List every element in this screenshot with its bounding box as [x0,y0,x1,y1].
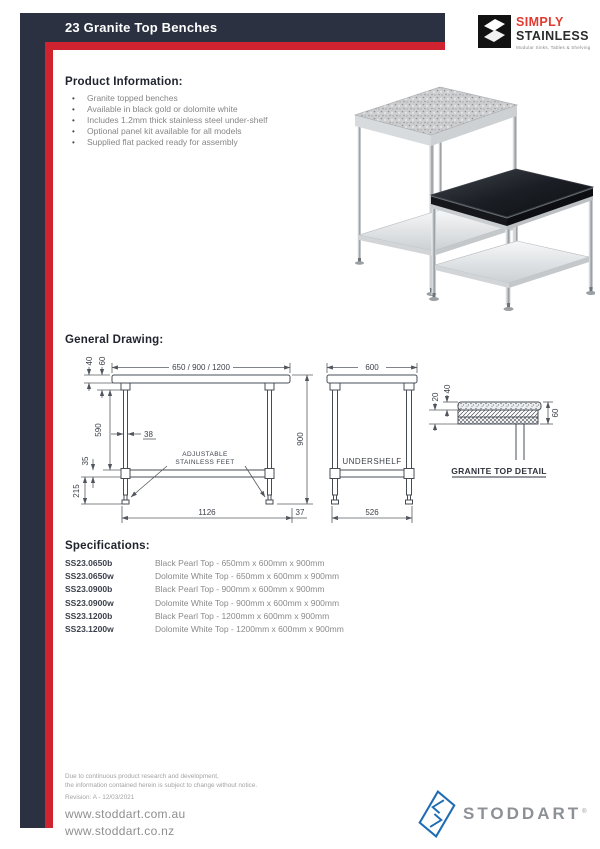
simply-stainless-icon [478,15,511,48]
bullet-dot: • [72,94,75,103]
revision-note: Revision: A - 12/03/2021 [65,794,135,801]
spec-description: Dolomite White Top - 900mm x 600mm x 900mm [155,597,340,608]
spec-row [65,570,395,583]
front-view [72,356,313,523]
dim-foot-clearance: 215 [72,484,81,498]
product-information-list [65,93,350,148]
stoddart-icon [418,788,456,840]
bullet-text: Granite topped benches [87,93,178,103]
brand-simply: SIMPLY [516,15,564,29]
spec-description: Dolomite White Top - 650mm x 600mm x 900mm [155,571,340,582]
dim-depth: 600 [365,363,379,372]
left-red-bar [45,42,53,828]
specifications-section [65,540,395,636]
bullet-item [65,137,350,148]
granite-top-detail [429,384,560,477]
dim-total-thickness: 60 [551,408,560,418]
dim-granite-thickness: 40 [443,384,452,394]
bullet-dot: • [72,138,75,147]
spec-row [65,597,395,610]
bullet-text: Optional panel kit available for all models [87,126,242,136]
spec-description: Dolomite White Top - 1200mm x 600mm x 900mm [155,624,344,635]
bullet-text: Includes 1.2mm thick stainless steel under-shelf [87,115,268,125]
simply-stainless-logo [478,15,596,55]
dim-overhang: 37 [295,508,305,517]
spec-row [65,623,395,636]
dim-shelf-clearance: 590 [94,423,103,437]
general-drawing-heading: General Drawing: [65,334,164,346]
spec-code: SS23.1200w [65,624,114,635]
side-view [327,363,417,523]
spec-description: Black Pearl Top - 900mm x 600mm x 900mm [155,584,325,595]
dim-leg-width: 38 [144,430,153,439]
bullet-item [65,115,350,126]
dim-overall-height: 900 [296,432,305,446]
bullet-item [65,104,350,115]
dim-stainless-thickness: 20 [431,392,440,402]
brand-stainless: STAINLESS [516,29,589,43]
dim-top-assembly: 60 [98,356,107,366]
bench-product-photo [345,75,595,315]
feet-note-line2: STAINLESS FEET [175,459,235,466]
undershelf-label: UNDERSHELF [342,457,402,466]
spec-code: SS23.1200b [65,610,113,621]
spec-row [65,557,395,570]
bullet-dot: • [72,116,75,125]
dim-rail-height: 35 [81,456,90,466]
stoddart-wordmark: STODDART [463,804,582,823]
specifications-table [65,557,395,636]
product-information-heading: Product Information: [65,76,183,88]
spec-description: Black Pearl Top - 650mm x 600mm x 900mm [155,558,325,568]
product-information-section [65,76,350,148]
dim-width-options: 650 / 900 / 1200 [172,363,230,372]
brand-tagline: Modular Sinks, Tables & Shelving [516,45,591,50]
spec-code: SS23.0650b [65,558,113,568]
granite-detail-caption: GRANITE TOP DETAIL [451,466,547,476]
disclaimer-line2: the information contained herein is subject to change without notice. [65,782,258,789]
bullet-item [65,93,350,104]
specifications-heading: Specifications: [65,540,150,552]
general-drawing [55,352,595,537]
dim-feet-span: 1126 [198,508,216,517]
spec-code: SS23.0900b [65,584,113,595]
website-nz: www.stoddart.co.nz [65,824,175,838]
bullet-dot: • [72,127,75,136]
spec-description: Black Pearl Top - 1200mm x 600mm x 900mm [155,610,330,621]
bullet-item [65,126,350,137]
dim-top-thickness: 40 [85,356,94,366]
registered-trademark: ® [582,808,587,815]
header-red-stripe [45,42,445,50]
feet-note-line1: ADJUSTABLE [182,451,228,458]
spec-row [65,583,395,596]
spec-code: SS23.0900w [65,597,114,608]
dim-shelf-depth: 526 [365,508,379,517]
spec-code: SS23.0650w [65,571,114,582]
left-dark-bar [20,13,45,828]
bullet-text: Available in black gold or dolomite white [87,104,238,114]
footer [65,772,365,840]
website-au: www.stoddart.com.au [65,807,186,821]
bullet-text: Supplied flat packed ready for assembly [87,137,238,147]
bullet-dot: • [72,105,75,114]
header-bar [20,13,445,42]
disclaimer-line1: Due to continuous product research and development, [65,773,219,780]
page-title: 23 Granite Top Benches [65,20,218,35]
spec-row [65,610,395,623]
stoddart-logo [418,786,596,842]
